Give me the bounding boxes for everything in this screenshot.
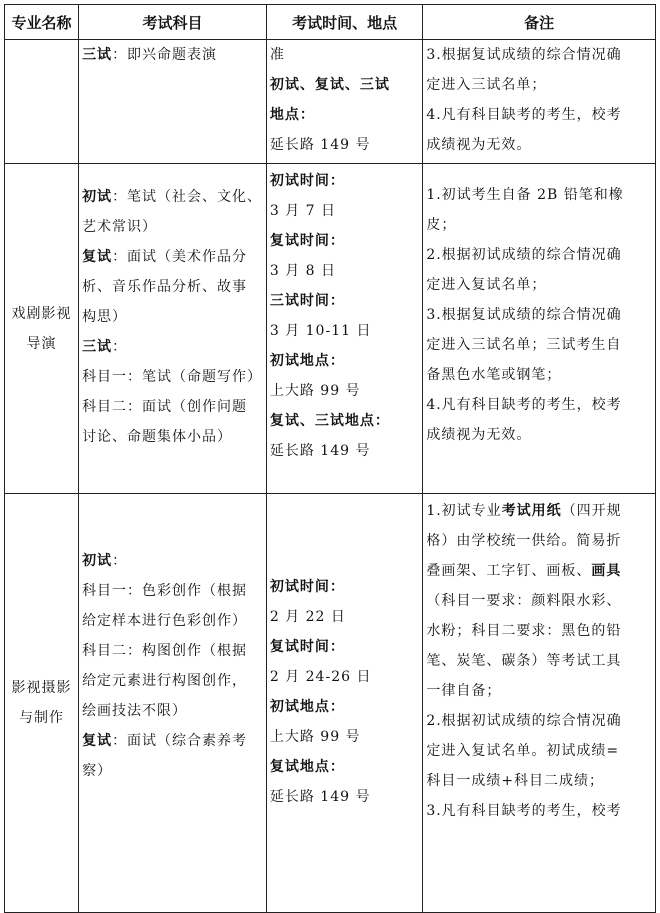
note-text: 科目一成绩+科目二成绩； — [426, 773, 605, 789]
time-place-label: 复试、三试地点： — [269, 413, 390, 429]
note-text: 定进入三试名单； — [426, 77, 547, 93]
subject-line-text: ： — [112, 553, 128, 569]
note-line — [426, 330, 652, 360]
note-text: 叠画架、工字钉、画板、 — [426, 563, 592, 579]
time-place-value: 2 月 22 日 — [269, 609, 346, 625]
subject-line — [82, 182, 263, 212]
subject-line — [82, 636, 263, 666]
note-text: （四开规 — [561, 503, 622, 519]
note-line — [426, 616, 652, 646]
note-text: 3.根据复试成绩的综合情况确 — [426, 47, 622, 63]
header-subjects: 考试科目 — [79, 5, 267, 40]
subject-line-bold: 初试 — [82, 189, 113, 205]
subject-line-bold: 初试 — [82, 553, 113, 569]
time-place-line — [270, 40, 419, 70]
note-line — [426, 796, 652, 826]
major-name-cell — [5, 164, 79, 494]
major-name-line: 与制作 — [19, 710, 65, 726]
note-text: 1.初试考生自备 2B 铅笔和橡 — [426, 187, 624, 203]
time-place-line — [270, 286, 419, 316]
subject-line — [82, 726, 263, 756]
subject-line — [82, 546, 263, 576]
table-header-row — [5, 5, 656, 40]
note-text: 3.凡有科目缺考的考生，校考 — [426, 803, 622, 819]
time-place-label: 复试地点： — [269, 759, 345, 775]
subject-line-text: 讨论、命题集体小品） — [82, 429, 233, 445]
time-place-value: 上大路 99 号 — [269, 729, 361, 745]
note-line — [426, 706, 652, 736]
time-place-line — [270, 752, 419, 782]
note-line — [426, 736, 652, 766]
note-text: 笔、炭笔、碳条）等考试工具 — [426, 653, 622, 669]
subject-line — [82, 666, 263, 696]
subject-line-text: ：笔试（社会、文化、 — [112, 189, 263, 205]
time-place-line — [270, 632, 419, 662]
exam-schedule-table — [4, 4, 656, 913]
note-line — [426, 496, 652, 526]
note-text: 定进入三试名单；三试考生自 — [426, 337, 622, 353]
note-line — [426, 100, 652, 130]
time-place-value: 3 月 7 日 — [269, 203, 337, 219]
time-place-line — [270, 70, 419, 100]
note-text: 定进入复试名单； — [426, 277, 547, 293]
time-place-line — [270, 436, 419, 466]
note-text: 一律自备； — [426, 683, 502, 699]
major-name-cell — [5, 40, 79, 164]
notes-cell — [423, 494, 656, 913]
time-place-value: 2 月 24-26 日 — [269, 669, 372, 685]
exam-time-place-cell — [266, 494, 422, 913]
time-place-value: 延长路 149 号 — [269, 137, 371, 153]
note-line — [426, 420, 652, 450]
subject-line — [82, 422, 263, 452]
table-row — [5, 164, 656, 494]
subject-line-text: 给定样本进行色彩创作） — [82, 613, 248, 629]
note-line — [426, 300, 652, 330]
time-place-line — [270, 406, 419, 436]
subject-line-text: ：面试（美术作品分 — [112, 249, 248, 265]
note-line — [426, 70, 652, 100]
time-place-label: 初试时间： — [269, 579, 345, 595]
subject-line — [82, 242, 263, 272]
subject-line-text: 绘画技法不限） — [82, 703, 188, 719]
time-place-value: 3 月 8 日 — [269, 263, 337, 279]
exam-subjects-cell — [79, 40, 267, 164]
notes-cell — [423, 164, 656, 494]
time-place-label: 初试、复试、三试 — [269, 77, 390, 93]
time-place-label: 复试时间： — [269, 233, 345, 249]
note-line — [426, 210, 652, 240]
time-place-line — [270, 662, 419, 692]
exam-time-place-cell — [266, 40, 422, 164]
header-notes: 备注 — [423, 5, 656, 40]
time-place-line — [270, 256, 419, 286]
major-name-line: 戏剧影视 — [11, 305, 72, 322]
major-name-cell — [5, 494, 79, 913]
subject-line — [82, 756, 263, 786]
subject-line — [82, 392, 263, 422]
subject-line-text: ：面试（综合素养考 — [112, 733, 248, 749]
note-bold: 考试用纸 — [501, 503, 562, 519]
subject-line — [82, 212, 263, 242]
note-text: 水粉；科目二要求：黑色的铅 — [426, 623, 622, 639]
subject-line — [82, 40, 263, 70]
note-text: 成绩视为无效。 — [426, 427, 532, 443]
time-place-line — [270, 782, 419, 812]
exam-time-place-cell — [266, 164, 422, 494]
time-place-line — [270, 692, 419, 722]
header-major: 专业名称 — [5, 5, 79, 40]
note-text: 1.初试专业 — [426, 503, 502, 519]
major-name-line: 导演 — [26, 335, 57, 352]
subject-line-text: 科目二：面试（创作问题 — [82, 399, 248, 415]
note-text: 2.根据初试成绩的综合情况确 — [426, 713, 622, 729]
note-line — [426, 766, 652, 796]
time-place-line — [270, 226, 419, 256]
note-line — [426, 360, 652, 390]
time-place-label: 复试时间： — [269, 639, 345, 655]
subject-line-text: 构思） — [82, 309, 128, 325]
note-text: 4.凡有科目缺考的考生，校考 — [426, 107, 622, 123]
subject-line-bold: 三试 — [82, 339, 113, 355]
time-place-line — [270, 376, 419, 406]
subject-line — [82, 362, 263, 392]
time-place-value: 延长路 149 号 — [269, 443, 371, 459]
note-line — [426, 180, 652, 210]
time-place-value: 3 月 10-11 日 — [269, 323, 372, 339]
time-place-value: 准 — [269, 47, 285, 63]
subject-line — [82, 606, 263, 636]
time-place-line — [270, 130, 419, 160]
note-line — [426, 390, 652, 420]
time-place-line — [270, 196, 419, 226]
time-place-line — [270, 166, 419, 196]
time-place-line — [270, 100, 419, 130]
note-text: 格）由学校统一供给。简易折 — [426, 533, 622, 549]
subject-line-text: 艺术常识） — [82, 219, 158, 235]
time-place-label: 地点： — [269, 107, 315, 123]
note-text: （科目一要求：颜料限水彩、 — [426, 593, 622, 609]
subject-line — [82, 332, 263, 362]
subject-line-text: 析、音乐作品分析、故事 — [82, 279, 248, 295]
table-row — [5, 494, 656, 913]
time-place-value: 延长路 149 号 — [269, 789, 371, 805]
note-text: 4.凡有科目缺考的考生，校考 — [426, 397, 622, 413]
note-text: 2.根据初试成绩的综合情况确 — [426, 247, 622, 263]
note-line — [426, 586, 652, 616]
note-text: 备黑色水笔或钢笔； — [426, 367, 562, 383]
subject-line-text: ：即兴命题表演 — [112, 47, 218, 63]
time-place-label: 初试时间： — [269, 173, 345, 189]
note-text: 3.根据复试成绩的综合情况确 — [426, 307, 622, 323]
time-place-line — [270, 572, 419, 602]
subject-line — [82, 272, 263, 302]
note-bold: 画具 — [591, 563, 622, 579]
subject-line-text: ： — [112, 339, 128, 355]
note-line — [426, 270, 652, 300]
note-line — [426, 130, 652, 160]
note-line — [426, 526, 652, 556]
exam-subjects-cell — [79, 494, 267, 913]
table-row — [5, 40, 656, 164]
subject-line-bold: 三试 — [82, 47, 113, 63]
subject-line-text: 科目一：色彩创作（根据 — [82, 583, 248, 599]
subject-line-text: 察） — [82, 763, 113, 779]
time-place-label: 初试地点： — [269, 353, 345, 369]
note-text: 皮； — [426, 217, 457, 233]
subject-line — [82, 576, 263, 606]
subject-line-bold: 复试 — [82, 733, 113, 749]
time-place-line — [270, 722, 419, 752]
subject-line-bold: 复试 — [82, 249, 113, 265]
note-line — [426, 40, 652, 70]
note-line — [426, 646, 652, 676]
major-name-line: 影视摄影 — [11, 680, 72, 696]
time-place-line — [270, 346, 419, 376]
time-place-label: 初试地点： — [269, 699, 345, 715]
note-text: 成绩视为无效。 — [426, 137, 532, 153]
subject-line — [82, 696, 263, 726]
subject-line-text: 科目一：笔试（命题写作） — [82, 369, 263, 385]
subject-line-text: 科目二：构图创作（根据 — [82, 643, 248, 659]
subject-line-text: 给定元素进行构图创作， — [82, 673, 248, 689]
header-time-place: 考试时间、地点 — [266, 5, 422, 40]
note-text: 定进入复试名单。初试成绩= — [426, 743, 620, 759]
time-place-label: 三试时间： — [269, 293, 345, 309]
time-place-line — [270, 316, 419, 346]
time-place-value: 上大路 99 号 — [269, 383, 361, 399]
subject-line — [82, 302, 263, 332]
exam-subjects-cell — [79, 164, 267, 494]
note-line — [426, 676, 652, 706]
time-place-line — [270, 602, 419, 632]
note-line — [426, 556, 652, 586]
notes-cell — [423, 40, 656, 164]
note-line — [426, 240, 652, 270]
